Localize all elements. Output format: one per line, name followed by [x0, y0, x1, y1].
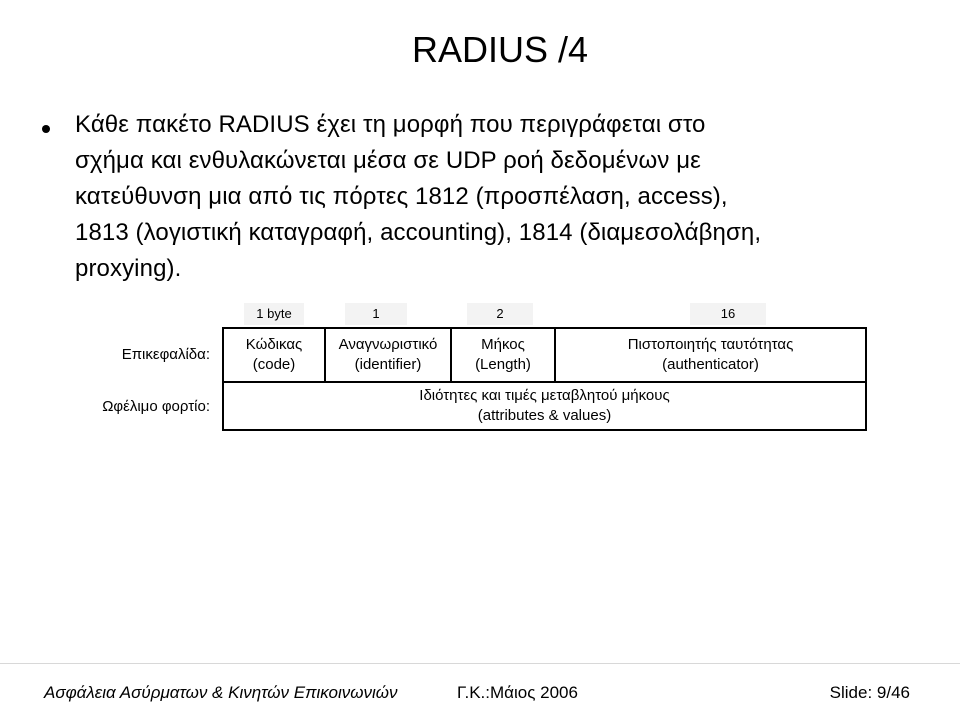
bullet-text [75, 107, 925, 287]
footer-author-date: Γ.Κ.:Μάιος 2006 [457, 683, 578, 702]
bullet-line: κατεύθυνση μια από τις πόρτες 1812 (προσπέλαση, access), [75, 183, 728, 210]
bullet-line: Κάθε πακέτο RADIUS έχει τη μορφή που περιγράφεται στο [75, 111, 706, 138]
attributes-field-english: (attributes & values) [477, 407, 612, 424]
footer-slide-number: Slide: 9/46 [829, 683, 910, 702]
footer-divider [0, 663, 960, 664]
attributes-field-name: Ιδιότητες και τιμές μεταβλητού μήκους [419, 387, 670, 404]
byte-size-label-authenticator: 16 [690, 303, 766, 325]
footer-course-title: Ασφάλεια Ασύρματων & Κινητών Επικοινωνιών [44, 683, 398, 702]
identifier-field [326, 329, 450, 381]
bullet-line: 1813 (λογιστική καταγραφή, accounting), 1814 (διαμεσολάβηση, [75, 219, 762, 246]
identifier-field-english: (identifier) [354, 356, 422, 373]
bullet-line: σχήμα και ενθυλακώνεται μέσα σε UDP ροή δεδομένων με [75, 147, 701, 174]
byte-size-label-code: 1 byte [244, 303, 304, 325]
authenticator-field-name: Πιστοποιητής ταυτότητας [627, 336, 794, 353]
bullet-line: proxying). [75, 255, 182, 282]
length-field [452, 329, 554, 381]
authenticator-field-english: (authenticator) [662, 356, 759, 373]
attributes-field [224, 383, 865, 429]
slide-title: RADIUS /4 [411, 29, 589, 70]
byte-size-label-identifier: 1 [345, 303, 407, 325]
bullet-dot-icon [42, 125, 50, 133]
code-field [224, 329, 324, 381]
payload-row-label: Ωφέλιμο φορτίο: [102, 398, 210, 415]
radius-packet-diagram [222, 327, 867, 431]
length-field-english: (Length) [475, 356, 531, 373]
byte-size-label-length: 2 [467, 303, 533, 325]
code-field-name: Κώδικας [245, 336, 303, 353]
length-field-name: Μήκος [481, 336, 525, 353]
identifier-field-name: Αναγνωριστικό [338, 336, 438, 353]
header-row-label: Επικεφαλίδα: [121, 346, 210, 363]
code-field-english: (code) [252, 356, 296, 373]
authenticator-field [556, 329, 865, 381]
